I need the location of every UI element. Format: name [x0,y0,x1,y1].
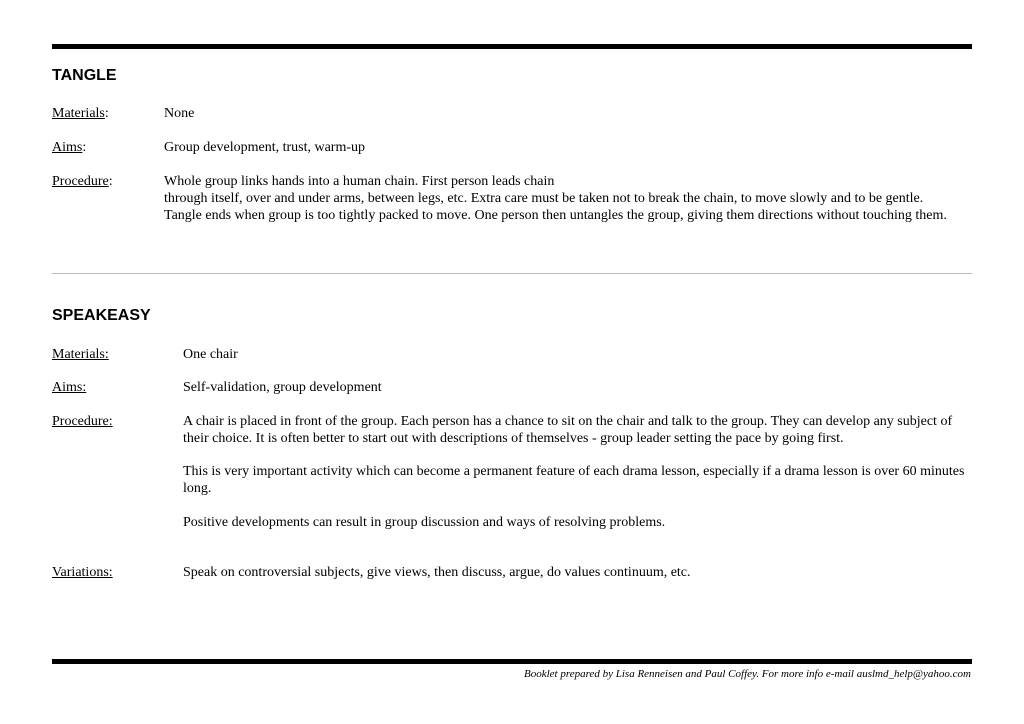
variations-label: Variations: [52,565,113,580]
section-title-tangle: TANGLE [52,67,117,84]
materials-label: Materials: [52,106,109,121]
aims-label: Aims: [52,140,87,155]
section-divider [52,273,972,274]
procedure-label: Procedure: [52,414,113,429]
materials-value: None [164,106,195,121]
section-title-speakeasy: SPEAKEASY [52,307,151,324]
procedure-label: Procedure: [52,174,113,189]
materials-label: Materials: [52,347,109,362]
materials-value: One chair [183,347,238,362]
procedure-paragraph: Positive developments can result in group discussion and ways of resolving problems. [183,515,666,530]
variations-value: Speak on controversial subjects, give views, then discuss, argue, do values continuum, etc. [183,565,691,580]
top-rule [52,44,972,49]
bottom-rule [52,659,972,664]
aims-label: Aims: [52,380,87,395]
aims-value: Self-validation, group development [183,380,382,395]
procedure-line: through itself, over and under arms, between legs, etc. Extra care must be taken not to break the chain, to move slowly and to be gentle. [164,191,924,206]
procedure-paragraph: A chair is placed in front of the group. Each person has a chance to sit on the chair and talk to the group. They can develop any subject of their choice. It is often better to start out with descriptions of themselves - group leader setting the pace by going first. [183,414,953,446]
procedure-text [164,173,964,224]
procedure-paragraph: This is very important activity which can become a permanent feature of each drama lesson, especially if a drama lesson is over 60 minutes long. [183,464,965,496]
procedure-line: Whole group links hands into a human chain. First person leads chain [164,174,555,189]
procedure-line: Tangle ends when group is too tightly packed to move. One person then untangles the group, giving them directions without touching them. [164,208,947,223]
footer-credit: Booklet prepared by Lisa Renneisen and Paul Coffey. For more info e-mail auslmd_help@yahoo.com [524,668,971,680]
aims-value: Group development, trust, warm-up [164,140,366,155]
